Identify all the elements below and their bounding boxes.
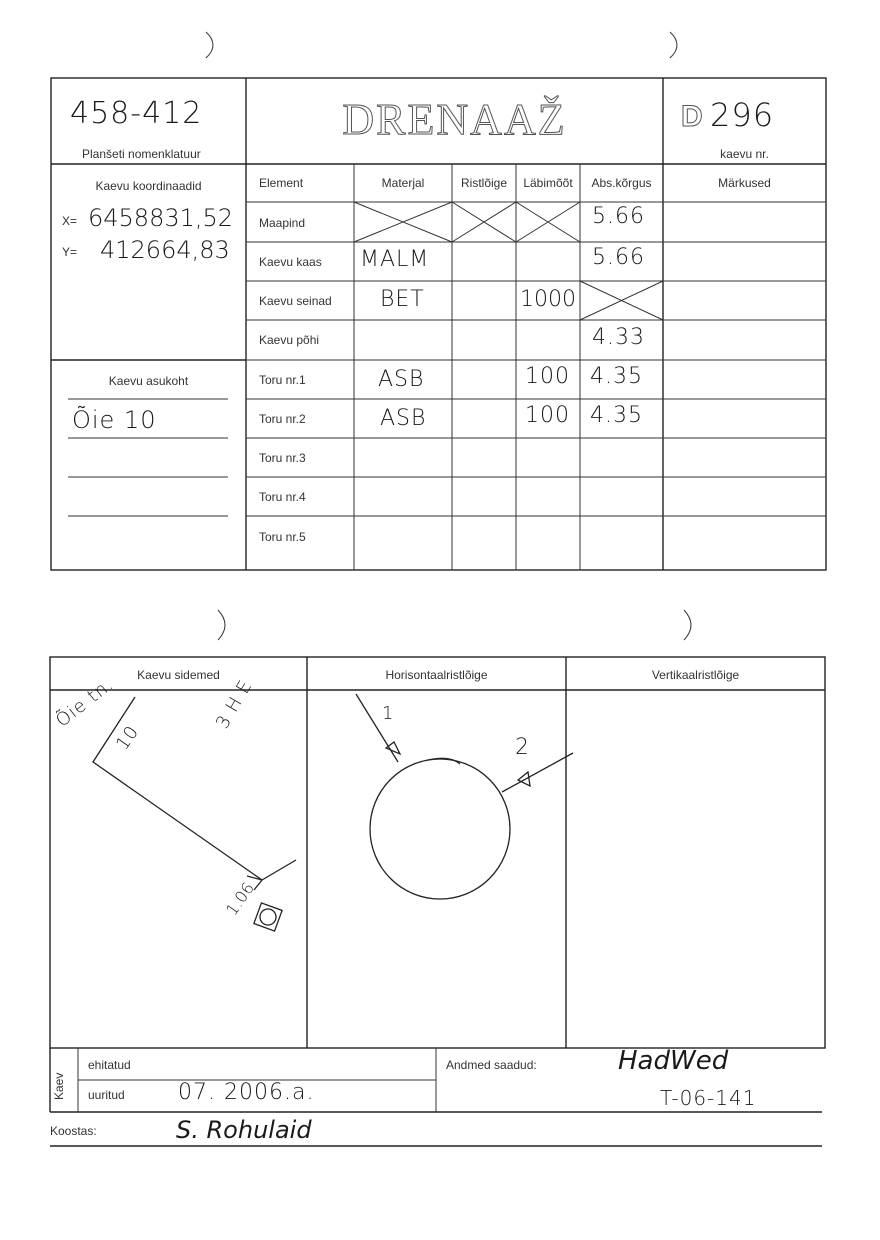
table-row-element: Kaevu kaas — [259, 255, 322, 269]
table-row-element: Toru nr.3 — [259, 451, 306, 465]
sketch-street-label: Õie tn. — [52, 673, 118, 732]
table-cell-abs-height: 4.35 — [590, 364, 643, 389]
table-cell-diameter: 100 — [525, 403, 570, 428]
table-row-element: Toru nr.4 — [259, 490, 306, 504]
pipe-1-label: 1 — [382, 703, 395, 724]
sketch-distance-label: 1.06 — [222, 878, 258, 919]
page-title: DRENAAŽ — [342, 95, 567, 144]
y-coordinate-value: 412664,83 — [100, 236, 230, 264]
table-header-notes: Märkused — [718, 176, 771, 190]
x-coordinate-value: 6458831,52 — [88, 204, 234, 232]
table-cell-abs-height: 5.66 — [592, 204, 645, 229]
built-label: ehitatud — [88, 1058, 131, 1072]
table-cell-material: ASB — [378, 367, 425, 392]
well-number-value: 296 — [710, 96, 775, 134]
table-header-abs-height: Abs.kõrgus — [591, 176, 652, 190]
data-received-value: HadWed — [618, 1046, 729, 1076]
table-cell-diameter: 100 — [525, 364, 570, 389]
well-number-label: kaevu nr. — [720, 147, 769, 161]
table-row-element: Toru nr.2 — [259, 412, 306, 426]
data-received-code: T-06-141 — [660, 1086, 757, 1110]
horizontal-section-sketch — [356, 694, 573, 899]
table-row-element: Maapind — [259, 216, 306, 230]
compiled-label: Koostas: — [50, 1124, 97, 1138]
sketch-number-label: 10 — [112, 721, 144, 755]
y-coordinate-label: Y= — [62, 245, 78, 259]
compiled-value: S. Rohulaid — [176, 1116, 312, 1144]
table-cell-material: MALM — [360, 247, 430, 272]
punch-hole-mark — [218, 610, 225, 640]
surveyed-label: uuritud — [88, 1088, 125, 1102]
horizontal-section-label: Horisontaalristlõige — [385, 668, 488, 682]
punch-hole-mark — [206, 32, 213, 58]
x-coordinate-label: X= — [62, 214, 78, 228]
table-cell-abs-height: 5.66 — [592, 245, 645, 270]
table-header-element: Element — [259, 176, 304, 190]
well-number-prefix: D — [681, 100, 703, 133]
punch-hole-mark — [684, 610, 691, 640]
footer-side-label: Kaev — [52, 1072, 66, 1100]
table-cell-abs-height: 4.35 — [590, 403, 643, 428]
table-header-diameter: Läbimõõt — [523, 176, 573, 190]
table-row-element: Kaevu põhi — [259, 333, 320, 347]
table-cell-abs-height: 4.33 — [592, 325, 645, 350]
table-row-element: Kaevu seinad — [259, 294, 332, 308]
punch-hole-mark — [670, 32, 677, 58]
table-row-element: Toru nr.1 — [259, 373, 306, 387]
data-received-label: Andmed saadud: — [446, 1058, 537, 1072]
pipe-2-label: 2 — [515, 735, 530, 760]
sketch-building-label: 3 H E — [212, 676, 257, 733]
connections-label: Kaevu sidemed — [137, 668, 220, 682]
table-row-element: Toru nr.5 — [259, 530, 306, 544]
nomenclature-value: 458-412 — [70, 96, 203, 131]
table-cell-material: ASB — [380, 406, 427, 431]
surveyed-value: 07. 2006.a. — [178, 1080, 315, 1105]
table-header-material: Materjal — [381, 176, 425, 190]
table-cell-material: BET — [380, 287, 425, 312]
coordinates-label: Kaevu koordinaadid — [95, 179, 202, 193]
table-header-cross-section: Ristlõige — [460, 176, 508, 190]
table-cell-diameter: 1000 — [520, 287, 576, 312]
vertical-section-label: Vertikaalristlõige — [651, 668, 740, 682]
location-label: Kaevu asukoht — [108, 374, 189, 388]
location-value: Õie 10 — [72, 406, 157, 434]
nomenclature-label: Planšeti nomenklatuur — [82, 147, 201, 161]
